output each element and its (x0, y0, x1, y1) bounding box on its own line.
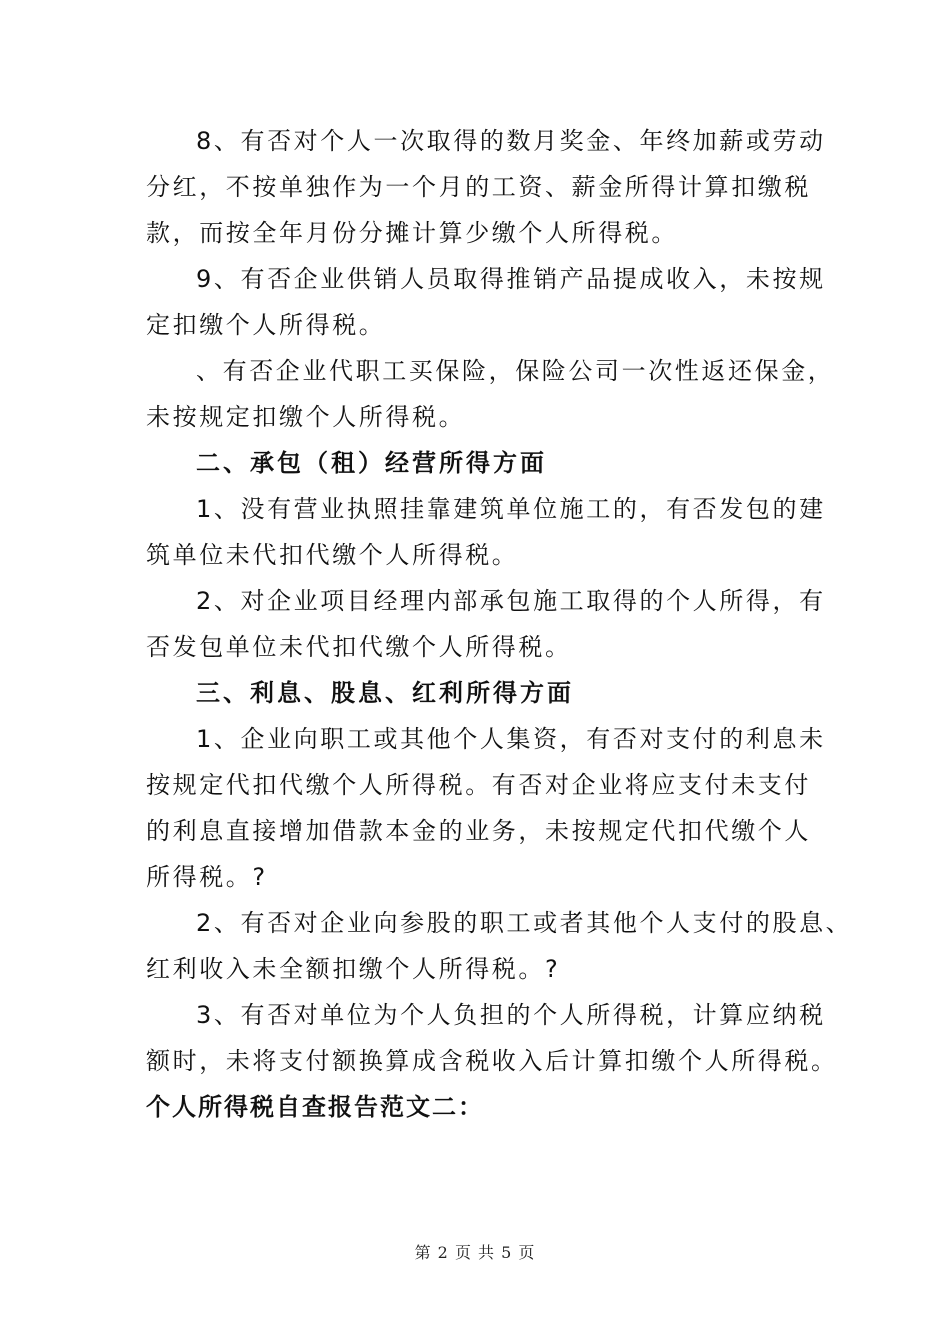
section-3-item-1-line-2: 按规定代扣代缴个人所得税。有否对企业将应支付未支付 (146, 771, 811, 799)
paragraph-8-line-2: 分红，不按单独作为一个月的工资、薪金所得计算扣缴税 (146, 173, 811, 201)
section-2-item-2-line-1: 2、对企业项目经理内部承包施工取得的个人所得，有 (196, 587, 826, 615)
paragraph-9-line-2: 定扣缴个人所得税。 (146, 311, 386, 339)
paragraph-8-line-3: 款，而按全年月份分摊计算少缴个人所得税。 (146, 219, 678, 247)
page-number-footer: 第 2 页 共 5 页 (414, 1243, 536, 1262)
section-2-item-2-line-2: 否发包单位未代扣代缴个人所得税。 (146, 633, 572, 661)
paragraph-10-line-2: 未按规定扣缴个人所得税。 (146, 403, 466, 431)
section-3-item-2-line-1: 2、有否对企业向参股的职工或者其他个人支付的股息、 (196, 909, 853, 937)
section-heading-2: 二、承包（租）经营所得方面 (196, 449, 547, 477)
paragraph-8-line-1: 8、有否对个人一次取得的数月奖金、年终加薪或劳动 (196, 127, 826, 155)
paragraph-9-line-1: 9、有否企业供销人员取得推销产品提成收入，未按规 (196, 265, 826, 293)
section-3-item-2-line-2: 红利收入未全额扣缴个人所得税。? (146, 955, 561, 983)
document-body (146, 118, 853, 1130)
paragraph-10-line-1: 、有否企业代职工买保险，保险公司一次性返还保金， (196, 357, 835, 385)
section-2-item-1-line-1: 1、没有营业执照挂靠建筑单位施工的，有否发包的建 (196, 495, 826, 523)
section-3-item-1-line-4: 所得税。? (146, 863, 268, 891)
section-3-item-1-line-1: 1、企业向职工或其他个人集资，有否对支付的利息未 (196, 725, 826, 753)
section-3-item-3-line-1: 3、有否对单位为个人负担的个人所得税，计算应纳税 (196, 1001, 826, 1029)
section-3-item-3-line-2: 额时，未将支付额换算成含税收入后计算扣缴个人所得税。 (146, 1047, 838, 1075)
section-3-item-1-line-3: 的利息直接增加借款本金的业务，未按规定代扣代缴个人 (146, 817, 811, 845)
section-2-item-1-line-2: 筑单位未代扣代缴个人所得税。 (146, 541, 519, 569)
section-heading-3: 三、利息、股息、红利所得方面 (196, 679, 574, 707)
sample-two-title: 个人所得税自查报告范文二： (146, 1093, 484, 1121)
